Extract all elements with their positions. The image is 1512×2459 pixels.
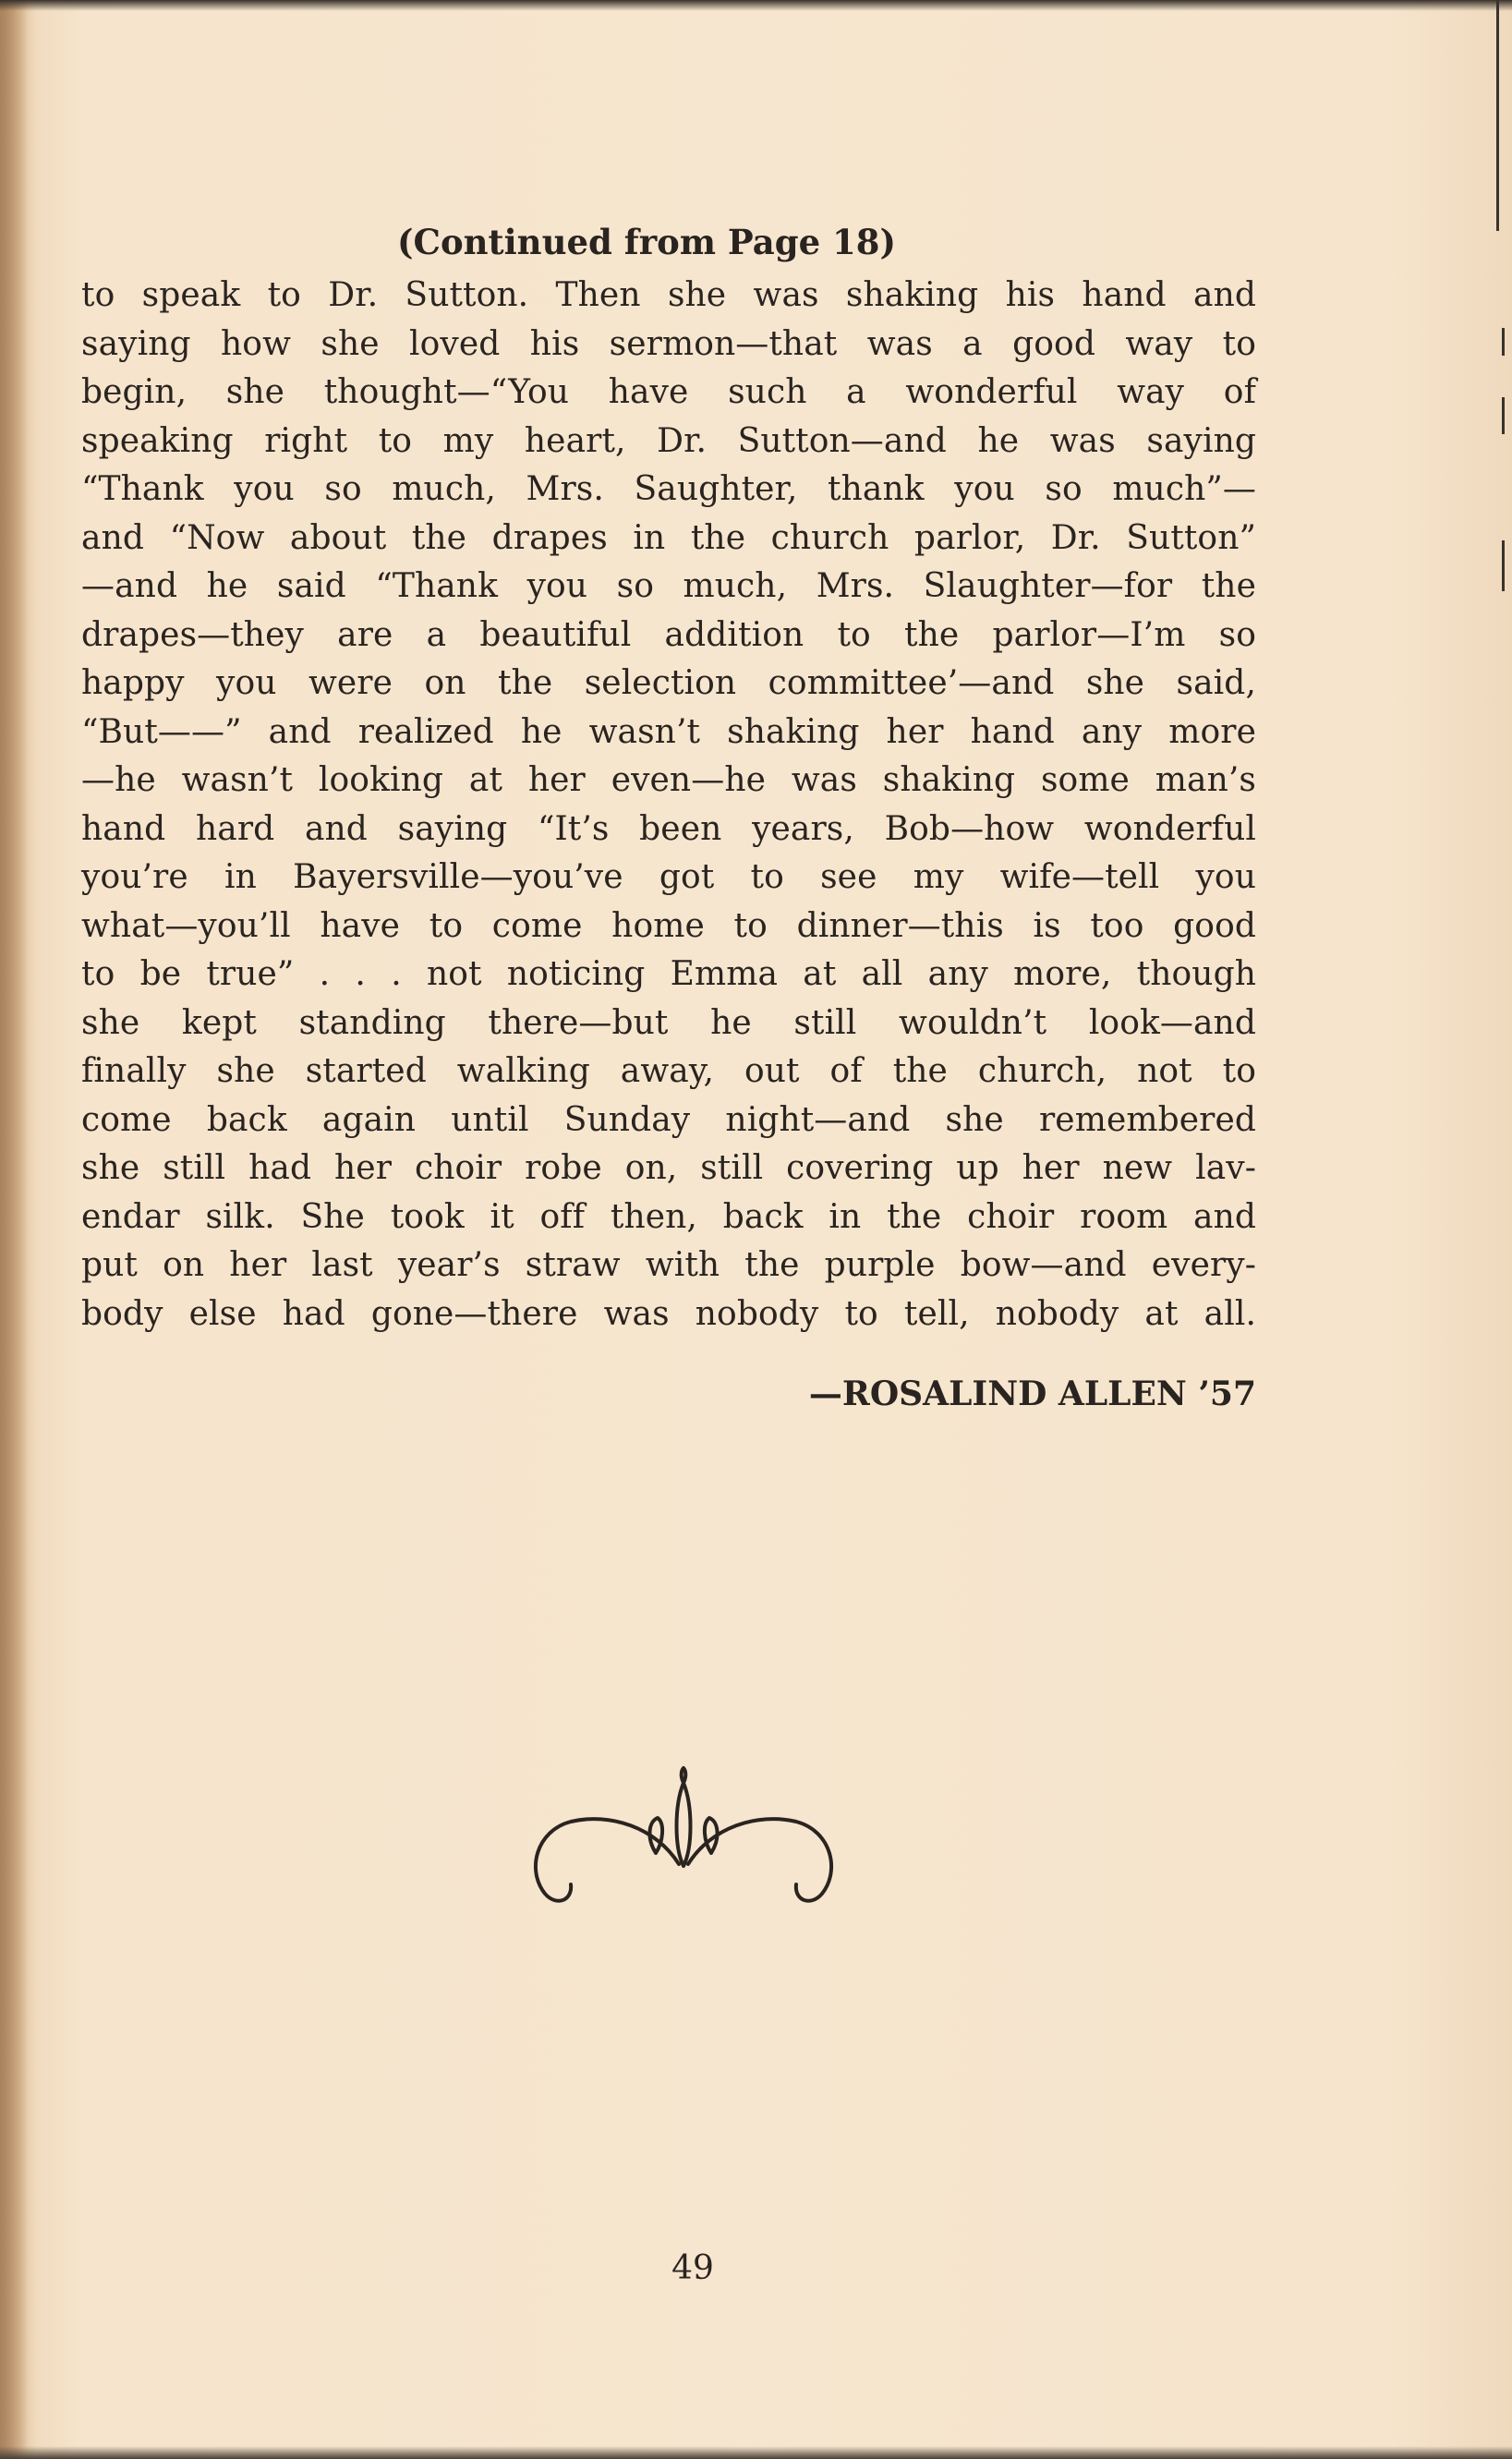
continued-note: (Continued from Page 18) [397, 222, 896, 262]
story-line: she kept standing there—but he still wouldn’t look—and [81, 1003, 1256, 1042]
story-line: hand hard and saying “It’s been years, Bob—how wonderful [81, 809, 1256, 848]
story-line: you’re in Bayersville—you’ve got to see my wife—tell you [81, 858, 1256, 896]
story-line: finally she started walking away, out of the church, not to [81, 1052, 1256, 1090]
story-line: “But——” and realized he wasn’t shaking her hand any more [81, 712, 1256, 751]
story-line: —and he said “Thank you so much, Mrs. Slaughter—for the [81, 567, 1256, 605]
story-line: put on her last year’s straw with the purple bow—and every- [81, 1246, 1256, 1284]
story-line: what—you’ll have to come home to dinner—this is too good [81, 906, 1256, 945]
story-line: she still had her choir robe on, still covering up her new lav- [81, 1149, 1256, 1187]
story-line: happy you were on the selection committee’—and she said, [81, 664, 1256, 702]
story-line: body else had gone—there was nobody to tell, nobody at all. [81, 1294, 1256, 1333]
page-edge-mark [1496, 0, 1499, 231]
story-line: “Thank you so much, Mrs. Saughter, thank you so much”— [81, 470, 1256, 508]
story-line: and “Now about the drapes in the church parlor, Dr. Sutton” [81, 518, 1256, 557]
story-line: to be true” . . . not noticing Emma at all any more, though [81, 955, 1256, 993]
story-line: endar silk. She took it off then, back in the choir room and [81, 1197, 1256, 1236]
page-edge-mark [1502, 328, 1505, 356]
page-edge-mark [1502, 397, 1505, 434]
page-edge-mark [1502, 540, 1505, 591]
story-line: begin, she thought—“You have such a wonderful way of [81, 373, 1256, 411]
story-line: come back again until Sunday night—and she remembered [81, 1100, 1256, 1139]
page-number: 49 [671, 2249, 714, 2287]
spine-shadow [0, 0, 28, 2459]
story-line: drapes—they are a beautiful addition to the parlor—I’m so [81, 615, 1256, 654]
story-line: to speak to Dr. Sutton. Then she was shaking his hand and [81, 276, 1256, 314]
bottom-edge [0, 2446, 1512, 2459]
scroll-flourish-icon [517, 1764, 850, 1912]
story-body [81, 272, 1256, 1339]
story-line: —he wasn’t looking at her even—he was shaking some man’s [81, 761, 1256, 799]
author-byline: —ROSALIND ALLEN ’57 [808, 1375, 1256, 1413]
top-edge [0, 0, 1512, 11]
story-line: speaking right to my heart, Dr. Sutton—and he was saying [81, 421, 1256, 460]
story-line: saying how she loved his sermon—that was a good way to [81, 324, 1256, 363]
